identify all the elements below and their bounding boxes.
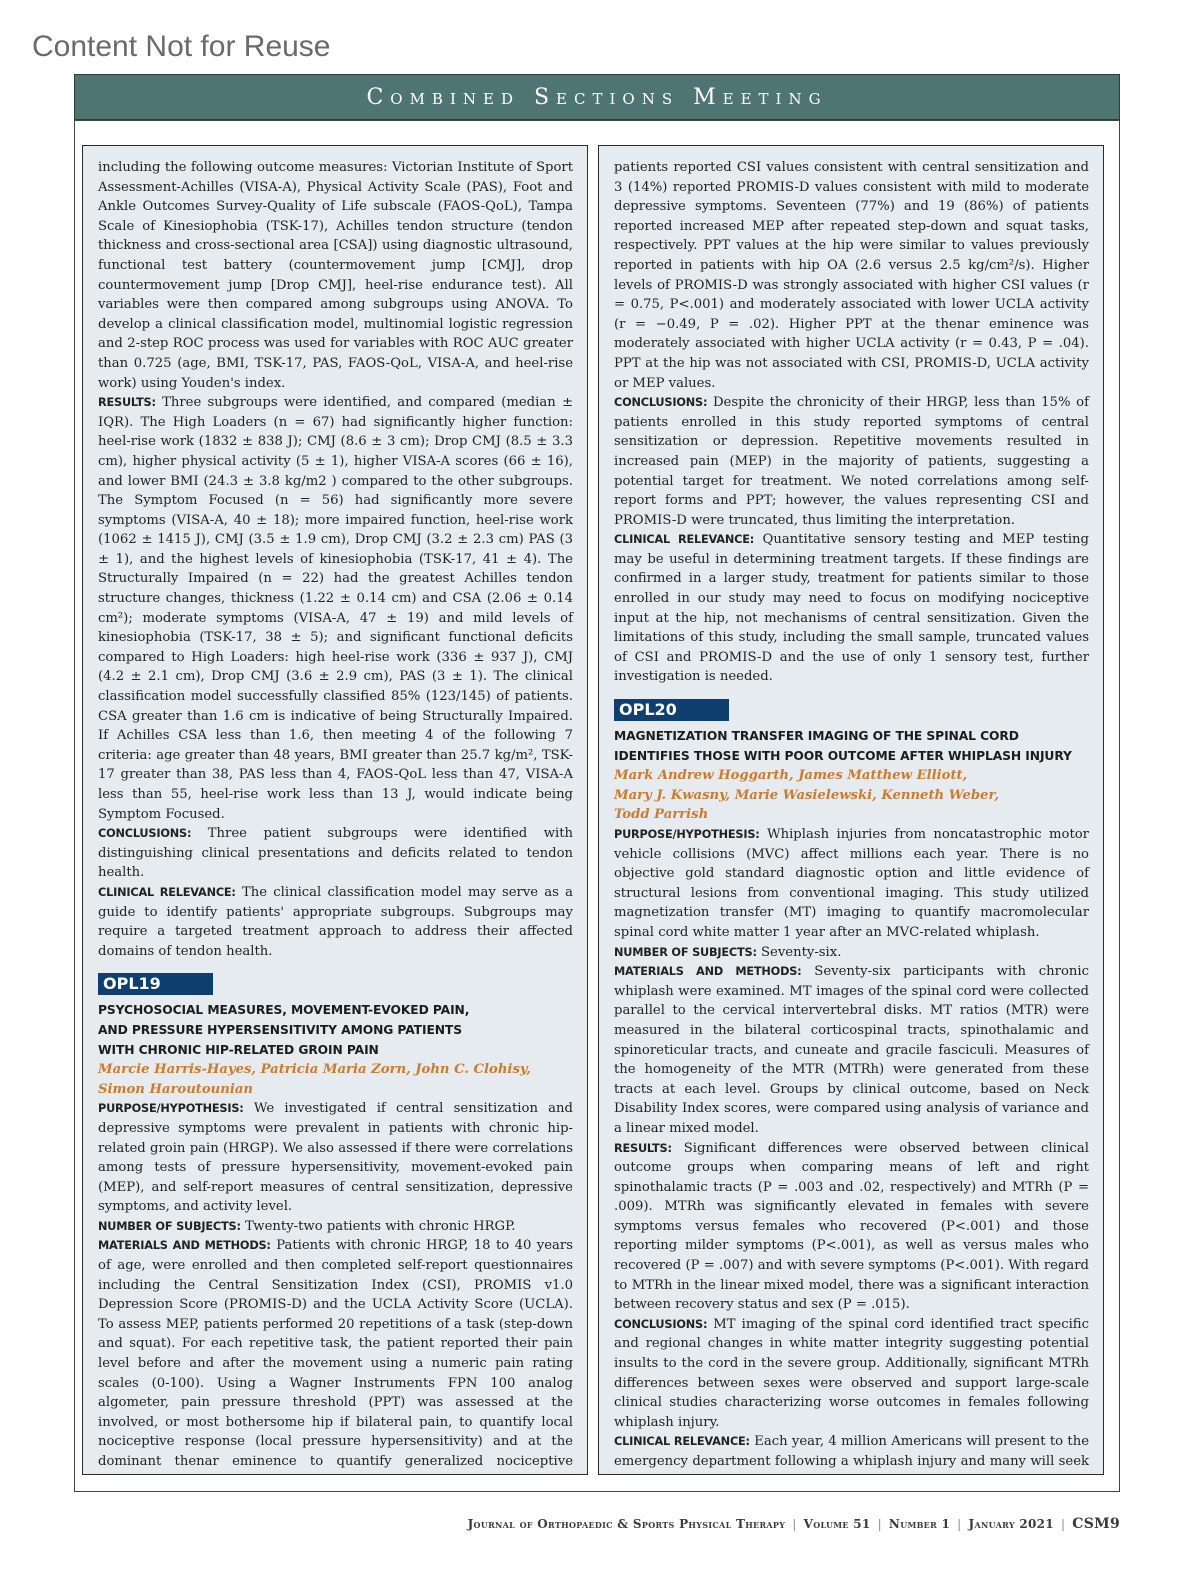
relevance-label: CLINICAL RELEVANCE: [614, 533, 755, 547]
issue-date: January 2021 [968, 1517, 1054, 1531]
opl20-clinical-relevance [614, 1432, 1089, 1475]
opl19-authors-line: Marcie Harris-Hayes, Patricia Maria Zorn, John C. Clohisy, [98, 1062, 531, 1078]
opl20-authors-line: Mark Andrew Hoggarth, James Matthew Elliott, [614, 768, 968, 784]
opl20-authors-line: Mary J. Kwasny, Marie Wasielewski, Kenneth Weber, [614, 787, 1000, 803]
purpose-label: PURPOSE/HYPOTHESIS: [614, 828, 760, 841]
abstract-results [98, 393, 573, 824]
opl20-conclusions [614, 1315, 1089, 1433]
opl19-tag: OPL19 [98, 973, 213, 995]
conclusions-text: Three patient subgroups were identified with distinguishing clinical presentations and deficits related to tendon health. [98, 826, 573, 881]
opl20-title-line: IDENTIFIES THOSE WITH POOR OUTCOME AFTER WHIPLASH INJURY [614, 748, 1072, 763]
opl19-title-line: PSYCHOSOCIAL MEASURES, MOVEMENT-EVOKED PAIN, [98, 1003, 470, 1018]
conclusions-text: MT imaging of the spinal cord identified tract specific and regional changes in white matter integrity suggesting potential insults to the cord in the severe group. Additionally, significant MTRh differences between sexes were observed and support large-scale clinical studies characterizing worse outcomes in females following whiplash injury. [614, 1316, 1089, 1430]
opl19-clinical-relevance [614, 530, 1089, 687]
opl19-title [98, 1001, 573, 1060]
conclusions-label: CONCLUSIONS: [614, 396, 708, 410]
opl19-authors-line: Simon Haroutounian [98, 1081, 254, 1097]
opl19-title-line: WITH CHRONIC HIP-RELATED GROIN PAIN [98, 1042, 379, 1057]
opl20-results [614, 1139, 1089, 1315]
section-banner: Combined Sections Meeting [74, 74, 1120, 120]
purpose-text: Whiplash injuries from noncatastrophic motor vehicle collisions (MVC) affect millions each year. There is no objective gold standard diagnostic option and little evidence of structural lesions from conventional imaging. This study utilized magnetization transfer (MT) imaging to quantify macromolecular spinal cord white matter 1 year after an MVC-related whiplash. [614, 827, 1089, 940]
conclusions-text: Despite the chronicity of their HRGP, less than 15% of patients enrolled in this study reported symptoms of central sensitization or depression. Repetitive movements resulted in increased pain (MEP) in the majority of patients, suggesting a potential target for treatment. We noted correlations among self-report forms and PPT; however, the values representing CSI and PROMIS-D were truncated, thus limiting the interpretation. [614, 395, 1089, 528]
opl20-title [614, 727, 1089, 766]
opl19-authors [98, 1060, 573, 1099]
relevance-text: Each year, 4 million Americans will present to the emergency department following a whiplash injury and many will seek [614, 1434, 1089, 1469]
methods-label: MATERIALS AND METHODS: [614, 965, 802, 979]
subjects-text: Twenty-two patients with chronic HRGP. [244, 1218, 516, 1234]
subjects-text: Seventy-six. [760, 944, 842, 960]
opl19-title-line: AND PRESSURE HYPERSENSITIVITY AMONG PATIENTS [98, 1022, 462, 1037]
watermark: Content Not for Reuse [32, 30, 331, 63]
methods-text: Seventy-six participants with chronic whiplash were examined. MT images of the spinal cord were collected parallel to the cervical intervertebral disks. MT ratios (MTR) were measured in the bilateral corticospinal tracts, spinothalamic and spinoreticular tracts, and cuneate and gracile fasciculi. Measures of the homogeneity of the MTR (MTRh) were generated from these tracts at each level. Groups by clinical outcome, based on Neck Disability Index scores, were compared using analysis of variance and a linear mixed model. [614, 964, 1089, 1136]
volume: Volume 51 [803, 1517, 871, 1531]
relevance-label: CLINICAL RELEVANCE: [98, 885, 236, 899]
results-label: RESULTS: [98, 396, 156, 410]
opl19-conclusions [614, 393, 1089, 530]
relevance-text: The clinical classification model may serve as a guide to identify patients' appropriate subgroups. Subgroups may require a targeted treatment approach to address their affected domains of tendon health. [98, 884, 574, 959]
issue-number: Number 1 [888, 1517, 951, 1531]
opl19-purpose [98, 1099, 573, 1217]
purpose-label: PURPOSE/HYPOTHESIS: [98, 1102, 244, 1116]
methods-label: MATERIALS AND METHODS: [98, 1239, 271, 1253]
opl20-methods [614, 962, 1089, 1138]
opl20-purpose [614, 825, 1089, 943]
opl19-methods [98, 1236, 573, 1475]
opl20-tag: OPL20 [614, 699, 729, 721]
purpose-text: We investigated if central sensitization and depressive symptoms were prevalent in patients with chronic hip-related groin pain (HRGP). We also assessed if there were correlations among tests of pressure hypersensitivity, movement-evoked pain (MEP), and self-report measures of central sensitization, depressive symptoms, and activity level. [98, 1101, 573, 1215]
page-frame [74, 120, 1120, 1492]
opl20-authors [614, 766, 1089, 825]
results-text: Three subgroups were identified, and compared (median ± IQR). The High Loaders (n = 67) had significantly higher function: heel-rise work (1832 ± 838 J); CMJ (8.6 ± 3 cm); Drop CMJ (8.5 ± 3.3 cm), higher physical activity (5 ± 1), higher VISA-A scores (66 ± 16), and lower BMI (24.3 ± 3.8 kg/m2 ) compared to the other subgroups. The Symptom Focused (n = 56) had significantly more severe symptoms (VISA-A, 40 ± 18); more impaired function, heel-rise work (1062 ± 1415 J), CMJ (3.5 ± 1.9 cm), Drop CMJ (3.2 ± 2.3 cm) PAS (3 ± 1), and the highest levels of kinesiophobia (TSK-17, 41 ± 4). The Structurally Impaired (n = 22) had the greatest Achilles tendon structure changes, thickness (1.22 ± 0.14 cm) and CSA (2.06 ± 0.14 cm²); moderate symptoms (VISA-A, 47 ± 19) and mild levels of kinesiophobia (TSK-17, 38 ± 5); and significant functional deficits compared to High Loaders: high heel-rise work (336 ± 937 J), CMJ (4.2 ± 2.1 cm), Drop CMJ (3.6 ± 2.9 cm), PAS (3 ± 1). The clinical classification model successfully classified 85% (123/145) of patients. CSA greater than 1.6 cm is indicative of being Structurally Impaired. If Achilles CSA less than 1.6, then meeting 4 of the following 7 criteria: age greater than 48 years, BMI greater than 25.7 kg/m², TSK-17 greater than 38, PAS less than 4, FAOS-QoL less than 47, VISA-A less than 55, heel-rise work less than 13 J, would indicate being Symptom Focused. [98, 395, 573, 822]
right-column [598, 145, 1104, 1475]
subjects-label: NUMBER OF SUBJECTS: [614, 945, 757, 959]
abstract-clinical-relevance [98, 883, 573, 961]
opl19-subjects [98, 1217, 573, 1237]
relevance-text: Quantitative sensory testing and MEP testing may be useful in determining treatment targets. If these findings are confirmed in a larger study, treatment for patients similar to those enrolled in our study may need to focus on modifying nociceptive input at the hip, not mechanisms of central sensitization. Given the limitations of this study, including the small sample, truncated values of CSI and PROMIS-D and the use of only 1 sensory test, further investigation is needed. [614, 532, 1089, 685]
journal-name: Journal of Orthopaedic & Sports Physical Therapy [467, 1517, 786, 1531]
page-footer: Journal of Orthopaedic & Sports Physical Therapy | Volume 51 | Number 1 | January 2021 | CSM9 [467, 1516, 1120, 1532]
abstract-conclusions [98, 824, 573, 883]
results-text: Significant differences were observed between clinical outcome groups when comparing means of left and right spinothalamic tracts (P = .003 and .02, respectively) and MTRh (P = .009). MTRh was significantly elevated in females with severe symptoms versus females who recovered (P<.001) and those reporting milder symptoms (P<.001), as well as versus males who recovered (P = .007) and with severe symptoms (P<.001). With regard to MTRh in the linear mixed model, there was a significant interaction between recovery status and sex (P = .015). [614, 1140, 1089, 1313]
results-label: RESULTS: [614, 1141, 672, 1155]
conclusions-label: CONCLUSIONS: [614, 1317, 708, 1331]
opl20-authors-line: Todd Parrish [614, 807, 709, 823]
opl20-subjects [614, 943, 1089, 963]
page-number: CSM9 [1072, 1516, 1120, 1532]
left-column [82, 145, 588, 1475]
subjects-label: NUMBER OF SUBJECTS: [98, 1219, 241, 1233]
methods-text: Patients with chronic HRGP, 18 to 40 years of age, were enrolled and then completed self-report questionnaires including the Central Sensitization Index (CSI), PROMIS v1.0 Depression Score (PROMIS-D) and the UCLA Activity Score (UCLA). To assess MEP, patients performed 20 repetitions of a task (step-down and squat). For each repetitive task, the patient reported their pain level before and after the movement using a numeric pain rating scales (0-100). Using a Wagner Instruments FPN 100 analog algometer, pain pressure threshold (PPT) was assessed at the involved, or most bothersome hip if bilateral pain, to quantify local nociceptive response (local pressure hypersensitivity) and at the dominant thenar eminence to quantify generalized nociceptive [98, 1238, 573, 1469]
relevance-label: CLINICAL RELEVANCE: [614, 1435, 750, 1449]
opl20-title-line: MAGNETIZATION TRANSFER IMAGING OF THE SPINAL CORD [614, 729, 1019, 744]
abstract-methods-continued: including the following outcome measures: Victorian Institute of Sport Assessment-Achilles (VISA-A), Physical Activity Scale (PAS), Foot and Ankle Outcomes Survey-Quality of Life subscale (FAOS-QoL), Tampa Scale of Kinesiophobia (TSK-17), Achilles tendon structure (tendon thickness and cross-sectional area [CSA]) using diagnostic ultrasound, functional test battery (countermovement jump [CMJ], drop countermovement jump [Drop CMJ], heel-rise endurance test). All variables were then compared among subgroups using ANOVA. To develop a clinical classification model, multinomial logistic regression and 2-step ROC process was used for variables with ROC AUC greater than 0.725 (age, BMI, TSK-17, PAS, FAOS-QoL, VISA-A, and heel-rise work) using Youden's index. [98, 160, 573, 391]
conclusions-label: CONCLUSIONS: [98, 827, 192, 841]
opl19-results-continued: patients reported CSI values consistent with central sensitization and 3 (14%) reported PROMIS-D values consistent with mild to moderate depressive symptoms. Seventeen (77%) and 19 (86%) of patients reported increased MEP after repeated step-down and squat tasks, respectively. PPT values at the hip were similar to values previously reported in patients with hip OA (2.6 versus 2.5 kg/cm²/s). Higher levels of PROMIS-D was strongly associated with higher CSI values (r = 0.75, P<.001) and moderately associated with lower UCLA activity (r = −0.49, P = .02). Higher PPT at the thenar eminence was moderately associated with higher UCLA activity (r = 0.43, P = .04). PPT at the hip was not associated with CSI, PROMIS-D, UCLA activity or MEP values. [614, 160, 1089, 391]
